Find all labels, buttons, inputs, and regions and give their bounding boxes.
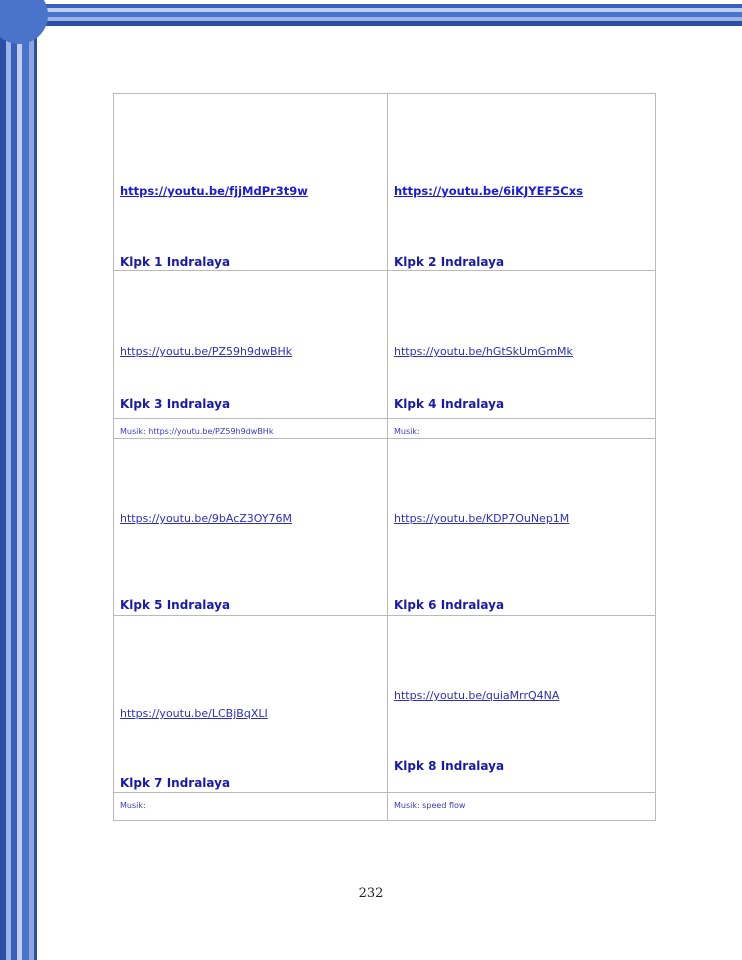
video-link[interactable]: https://youtu.be/LCBjBqXLI <box>120 707 268 720</box>
group-title: Klpk 1 Indralaya <box>120 255 231 269</box>
frame-corner-circle <box>0 0 48 44</box>
table-cell-3 <box>114 271 388 419</box>
table-row <box>114 439 656 616</box>
video-link[interactable]: https://youtu.be/fjjMdPr3t9w <box>120 184 308 198</box>
table-cell-2 <box>388 94 656 271</box>
music-row <box>114 419 656 439</box>
table-cell-6 <box>388 439 656 616</box>
music-note: Musik: https://youtu.be/PZ59h9dwBHk <box>120 427 274 436</box>
table-row <box>114 616 656 793</box>
group-title: Klpk 7 Indralaya <box>120 776 231 790</box>
group-title: Klpk 2 Indralaya <box>394 255 505 269</box>
group-title: Klpk 8 Indralaya <box>394 759 505 773</box>
page-number: 232 <box>358 886 384 901</box>
group-title: Klpk 4 Indralaya <box>394 397 505 411</box>
table-cell-5 <box>114 439 388 616</box>
music-note: Musik: <box>394 427 420 436</box>
table-cell-1 <box>114 94 388 271</box>
table-row <box>114 94 656 271</box>
frame-bar-left-7 <box>34 0 37 960</box>
video-link[interactable]: https://youtu.be/KDP7OuNep1M <box>394 512 570 525</box>
video-link-table <box>113 93 656 821</box>
table-cell-4 <box>388 271 656 419</box>
table-row <box>114 271 656 419</box>
music-row <box>114 793 656 821</box>
frame-bar-top-5 <box>0 21 742 26</box>
music-cell-left <box>114 419 388 439</box>
video-link[interactable]: https://youtu.be/hGtSkUmGmMk <box>394 345 573 358</box>
video-link[interactable]: https://youtu.be/6iKJYEF5Cxs <box>394 184 584 198</box>
music-cell-right <box>388 793 656 821</box>
group-title: Klpk 3 Indralaya <box>120 397 231 411</box>
group-title: Klpk 6 Indralaya <box>394 598 505 612</box>
table-cell-8 <box>388 616 656 793</box>
music-note: Musik: speed flow <box>394 801 466 810</box>
video-link[interactable]: https://youtu.be/PZ59h9dwBHk <box>120 345 293 358</box>
music-cell-left <box>114 793 388 821</box>
frame-bar-left-5 <box>22 0 29 960</box>
music-cell-right <box>388 419 656 439</box>
group-title: Klpk 5 Indralaya <box>120 598 231 612</box>
table-cell-7 <box>114 616 388 793</box>
video-link[interactable]: https://youtu.be/9bAcZ3OY76M <box>120 512 293 525</box>
music-note: Musik: <box>120 801 146 810</box>
video-link[interactable]: https://youtu.be/quiaMrrQ4NA <box>394 689 560 702</box>
